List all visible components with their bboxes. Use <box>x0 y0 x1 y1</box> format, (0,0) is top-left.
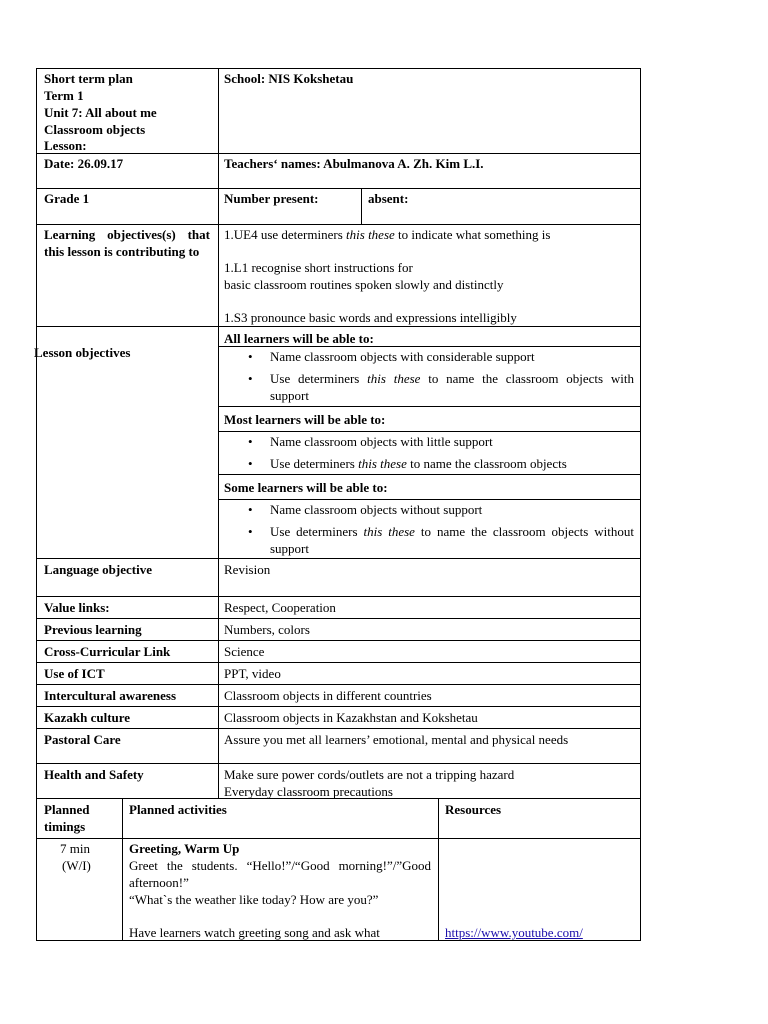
row-label: Use of ICT <box>44 666 105 681</box>
grade-divider <box>361 188 362 224</box>
row-divider <box>36 188 641 189</box>
objective-bullet-list <box>224 433 634 472</box>
row-divider <box>36 558 641 559</box>
learning-objective-item: 1.L1 recognise short instructions for <box>224 260 413 275</box>
row-divider <box>36 838 641 839</box>
objective-bullet: • Name classroom objects without support <box>224 501 634 518</box>
row-divider <box>36 662 641 663</box>
row-divider <box>36 224 641 225</box>
timings-header: Planned timings <box>44 802 90 834</box>
row-label: Cross-Curricular Link <box>44 644 171 659</box>
resource-link[interactable]: https://www.youtube.com/ <box>445 925 583 940</box>
activity-weather-text: “What`s the weather like today? How are you?” <box>129 892 379 907</box>
learning-objective-item: 1.S3 pronounce basic words and expressions intelligibly <box>224 310 517 325</box>
row-value: Science <box>224 644 265 659</box>
learning-objective-item: 1.UE4 use determiners this these to indicate what something is <box>224 227 551 242</box>
objective-bullet-list <box>224 501 634 557</box>
row-divider <box>36 706 641 707</box>
row-label: Intercultural awareness <box>44 688 177 703</box>
activities-header: Planned activities <box>129 802 227 817</box>
teacher-names: Teachers‘ names: Abulmanova A. Zh. Kim L.I. <box>224 156 484 171</box>
plan-line: Unit 7: All about me <box>44 105 157 120</box>
lesson-objectives-label: Lesson objectives <box>34 345 131 360</box>
row-value: Classroom objects in different countries <box>224 688 432 703</box>
resources-header: Resources <box>445 802 502 817</box>
timing-mode: (W/I) <box>62 858 91 873</box>
plan-line: Short term plan <box>44 71 133 86</box>
row-divider <box>36 728 641 729</box>
row-value: PPT, video <box>224 666 281 681</box>
absent-label: absent: <box>368 191 409 206</box>
grade-label: Grade 1 <box>44 191 90 206</box>
row-divider <box>36 596 641 597</box>
activity-greet-text: Greet the students. “Hello!”/“Good morning!”/”Good afternoon!” <box>129 858 431 890</box>
activity-song-text: Have learners watch greeting song and ask what <box>129 925 380 940</box>
objective-bullet: • Name classroom objects with considerable support <box>224 348 634 365</box>
row-divider <box>36 326 641 327</box>
row-value: Make sure power cords/outlets are not a tripping hazard <box>224 767 515 782</box>
row-value: Revision <box>224 562 271 577</box>
learning-objectives-label: Learning objectives(s) that this lesson is contributing to <box>44 227 210 259</box>
activity-title: Greeting, Warm Up <box>129 841 240 856</box>
row-label: Kazakh culture <box>44 710 131 725</box>
timing-value: 7 min <box>60 841 90 856</box>
column-divider <box>438 798 439 941</box>
subrow-divider <box>218 431 641 432</box>
row-value: Assure you met all learners’ emotional, mental and physical needs <box>224 732 569 747</box>
row-divider <box>36 684 641 685</box>
row-divider <box>36 618 641 619</box>
objective-bullet: • Use determiners this these to name the classroom objects with support <box>224 370 634 404</box>
row-value: Classroom objects in Kazakhstan and Kokshetau <box>224 710 478 725</box>
subrow-divider <box>218 474 641 475</box>
objective-group-heading: Some learners will be able to: <box>224 480 388 495</box>
row-label: Previous learning <box>44 622 142 637</box>
objective-group-heading: Most learners will be able to: <box>224 412 386 427</box>
row-value: Respect, Cooperation <box>224 600 336 615</box>
column-divider <box>122 798 123 941</box>
objective-bullet: • Use determiners this these to name the classroom objects without support <box>224 523 634 557</box>
row-label: Language objective <box>44 562 152 577</box>
school-name: School: NIS Kokshetau <box>224 71 354 86</box>
objective-bullet-list <box>224 348 634 404</box>
row-divider <box>36 640 641 641</box>
plan-line: Classroom objects <box>44 122 146 137</box>
row-divider <box>36 153 641 154</box>
plan-line: Lesson: <box>44 138 87 153</box>
subrow-divider <box>218 406 641 407</box>
number-present-label: Number present: <box>224 191 319 206</box>
row-value: Numbers, colors <box>224 622 310 637</box>
row-label: Health and Safety <box>44 767 144 782</box>
objective-group-heading: All learners will be able to: <box>224 331 374 346</box>
lesson-date: Date: 26.09.17 <box>44 156 124 171</box>
row-divider <box>36 763 641 764</box>
objective-bullet: • Use determiners this these to name the classroom objects <box>224 455 634 472</box>
subrow-divider <box>218 499 641 500</box>
column-divider <box>218 68 219 799</box>
row-label: Value links: <box>44 600 110 615</box>
row-label: Pastoral Care <box>44 732 121 747</box>
objective-bullet: • Name classroom objects with little support <box>224 433 634 450</box>
plan-line: Term 1 <box>44 88 84 103</box>
row-value: Everyday classroom precautions <box>224 784 393 799</box>
learning-objective-item: basic classroom routines spoken slowly and distinctly <box>224 277 504 292</box>
